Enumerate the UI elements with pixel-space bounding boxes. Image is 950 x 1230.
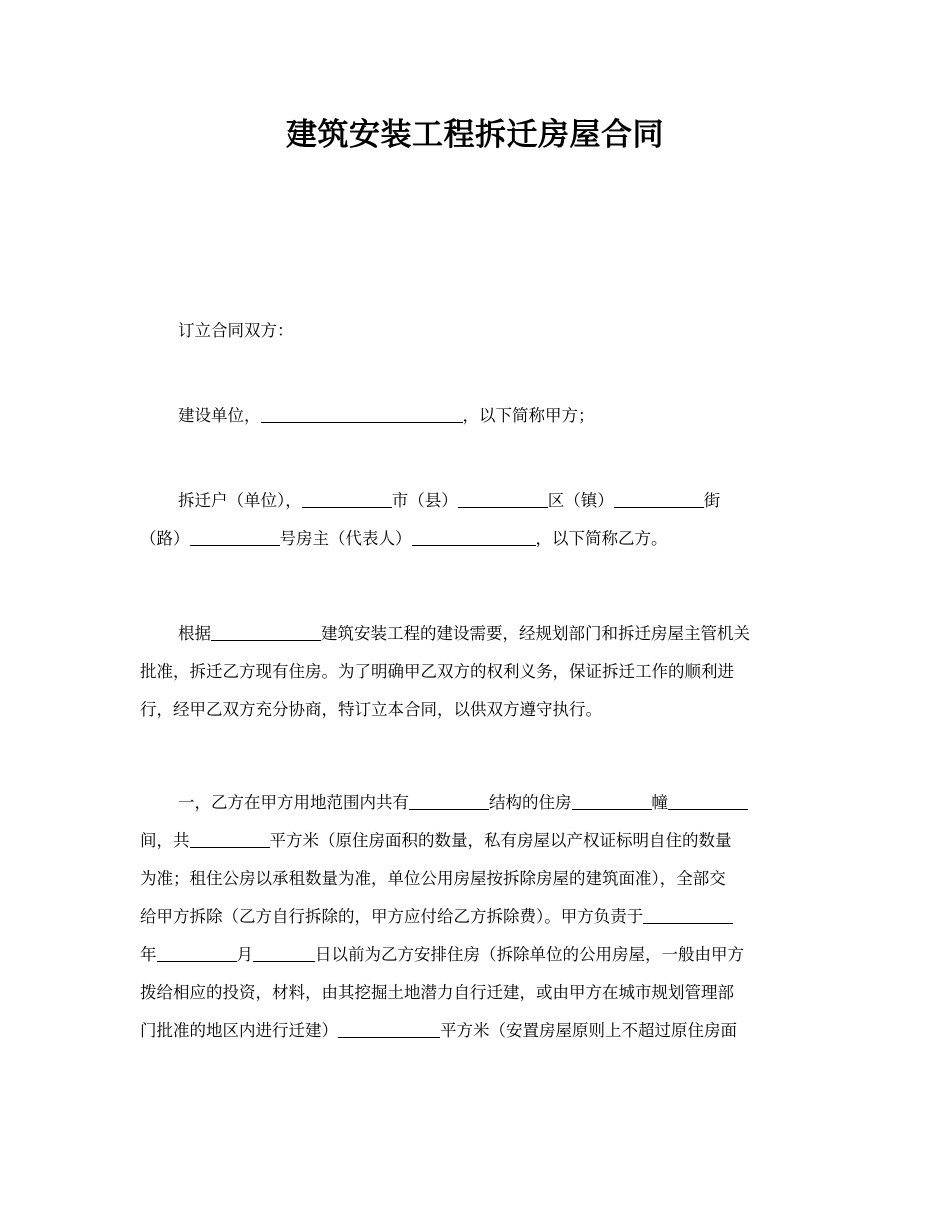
clause-1-line-5 xyxy=(140,936,820,974)
party-b-district-label: 区（镇） xyxy=(547,491,614,510)
clause-1-l4: 给甲方拆除（乙方自行拆除的，甲方应付给乙方拆除费）。甲方负责于 xyxy=(140,907,644,926)
clause-1-l1-a: 一，乙方在甲方用地范围内共有 xyxy=(178,793,409,812)
clause-1-line-7 xyxy=(140,1012,820,1050)
building-count-blank xyxy=(572,793,652,810)
resettlement-area-blank xyxy=(338,1021,440,1038)
clause-1-l7-b: 平方米（安置房屋原则上不超过原住房面 xyxy=(440,1021,737,1040)
clause-1-l2-a: 间，共 xyxy=(140,831,190,850)
street-blank xyxy=(614,491,704,508)
district-blank xyxy=(458,491,548,508)
party-a-suffix: ，以下简称甲方； xyxy=(462,406,595,425)
year-blank xyxy=(643,907,733,924)
basis-paragraph xyxy=(140,615,820,729)
basis-line-3: 行，经甲乙双方充分协商，特订立本合同，以供双方遵守执行。 xyxy=(140,700,602,719)
parties-heading: 订立合同双方： xyxy=(178,321,294,340)
basis-line-2: 批准，拆迁乙方现有住房。为了明确甲乙双方的权利义务，保证拆迁工作的顺利进 xyxy=(140,662,734,681)
party-b-prefix: 拆迁户（单位）， xyxy=(178,491,302,510)
city-blank xyxy=(302,491,392,508)
party-b-paragraph xyxy=(140,482,820,558)
party-a-paragraph xyxy=(140,397,820,435)
party-b-line-1 xyxy=(140,482,820,520)
basis-prefix: 根据 xyxy=(178,624,211,643)
clause-1-l5-c: 日以前为乙方安排住房（拆除单位的公用房屋，一般由甲方 xyxy=(315,945,744,964)
clause-1-line-4 xyxy=(140,898,820,936)
representative-blank xyxy=(412,529,536,546)
basis-line-1 xyxy=(140,615,820,653)
day-blank xyxy=(253,945,315,962)
clause-1-l1-b: 结构的住房 xyxy=(489,793,572,812)
basis-line-1-text: 建筑安装工程的建设需要，经规划部门和拆迁房屋主管机关 xyxy=(321,624,750,643)
party-a-name-blank xyxy=(261,406,463,423)
clause-1-line-1 xyxy=(140,784,820,822)
party-a-prefix: 建设单位， xyxy=(178,406,261,425)
party-b-house-label: 号房主（代表人） xyxy=(279,529,412,548)
structure-blank xyxy=(409,793,489,810)
room-count-blank xyxy=(668,793,748,810)
clause-1-paragraph xyxy=(140,784,820,1050)
clause-1-line-6: 拨给相应的投资，材料，由其挖掘土地潜力自行迁建，或由甲方在城市规划管理部 xyxy=(140,983,734,1002)
project-name-blank xyxy=(211,624,321,641)
house-number-blank xyxy=(190,529,280,546)
clause-1-line-2 xyxy=(140,822,820,860)
clause-1-l7-a: 门批准的地区内进行迁建） xyxy=(140,1021,338,1040)
parties-heading-paragraph xyxy=(140,312,820,350)
party-b-line-2 xyxy=(140,520,820,558)
party-b-road-label: （路） xyxy=(140,529,190,548)
area-blank xyxy=(190,831,270,848)
clause-1-l5-b: 月 xyxy=(236,945,253,964)
document-title: 建筑安装工程拆迁房屋合同 xyxy=(286,117,664,153)
clause-1-l5-a: 年 xyxy=(140,945,157,964)
party-b-street-label: 街 xyxy=(703,491,721,510)
clause-1-line-3: 为准；租住公房以承租数量为准，单位公用房屋按拆除房屋的建筑面准），全部交 xyxy=(140,869,726,888)
month-blank xyxy=(157,945,237,962)
party-b-suffix: ，以下简称乙方。 xyxy=(535,529,668,548)
clause-1-l1-c: 幢 xyxy=(651,793,668,812)
party-b-city-label: 市（县） xyxy=(391,491,458,510)
clause-1-l2-b: 平方米（原住房面积的数量，私有房屋以产权证标明自住的数量 xyxy=(269,831,732,850)
party-a-line xyxy=(140,397,820,435)
